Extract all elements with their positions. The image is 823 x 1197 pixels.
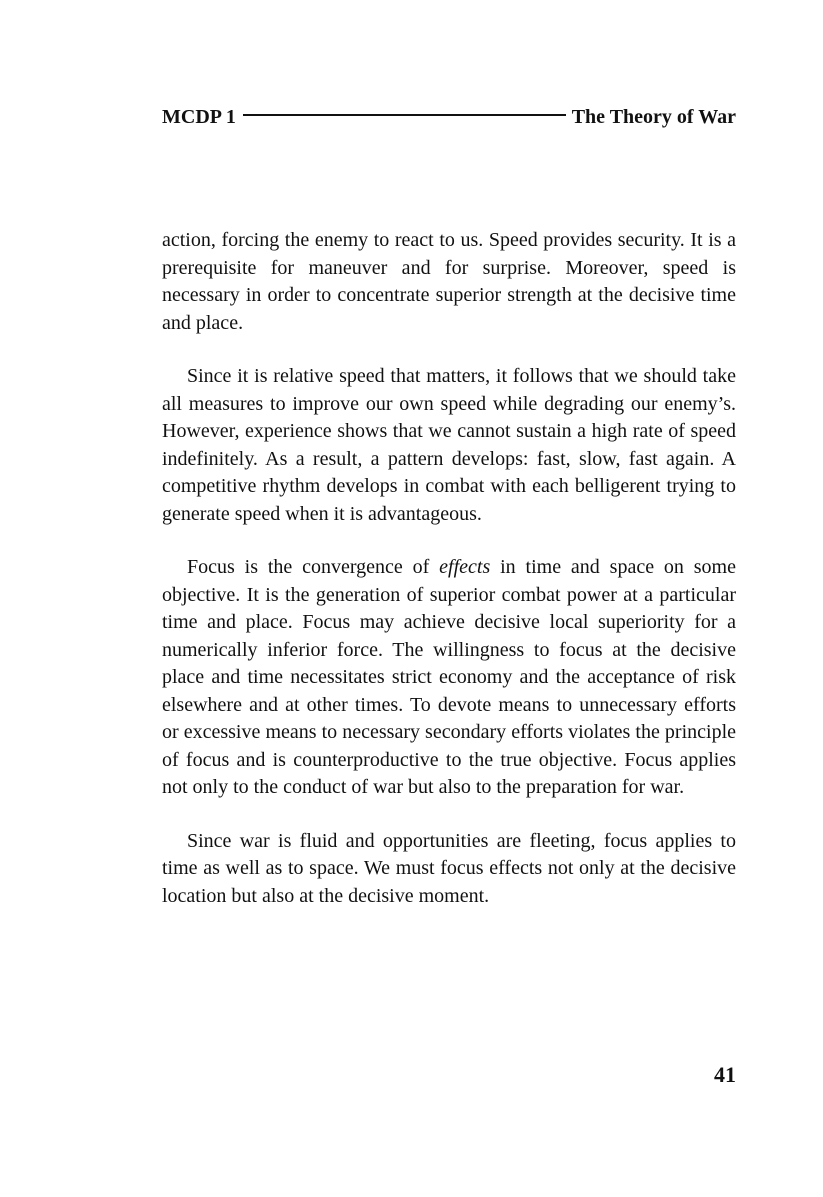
paragraph-focus-rest: in time and space on some objective. It is the generation of superior combat power at a particular time and place. Focus may achieve decisive local superiority for a numerically inferior force. The willingness to focus at the decisive place and time necessitates strict economy and the acceptance of risk elsewhere and at other times. To devote means to unnecessary efforts or excessive means to necessary secondary efforts violates the principle of focus and is counterproductive to the true objective. Focus applies not only to the conduct of war but also to the preparation for war. bbox=[162, 556, 736, 798]
paragraph-focus bbox=[162, 554, 736, 802]
header-document-id: MCDP 1 bbox=[162, 105, 236, 128]
paragraph-speed-continued: action, forcing the enemy to react to us. Speed provides security. It is a prerequisite for maneuver and for surprise. Moreover, speed is necessary in order to concentrate superior strength at the decisive time and place. bbox=[162, 229, 736, 334]
page-number: 41 bbox=[714, 1062, 736, 1087]
header-chapter-title: The Theory of War bbox=[571, 105, 736, 128]
running-header bbox=[162, 103, 736, 131]
paragraph-focus-time: Since war is fluid and opportunities are fleeting, focus applies to time as well as to space. We must focus effects not only at the decisive location but also at the decisive moment. bbox=[162, 829, 736, 907]
paragraph-focus-start: Focus is the convergence of bbox=[187, 556, 440, 578]
body-text bbox=[162, 227, 736, 936]
paragraph-focus-emphasis: effects bbox=[439, 556, 491, 578]
paragraph-relative-speed: Since it is relative speed that matters, it follows that we should take all measures to improve our own speed while degrading our enemy’s. However, experience shows that we cannot sustain a high rate of speed indefinitely. As a result, a pattern develops: fast, slow, fast again. A competitive rhythm develops in combat with each belligerent trying to generate speed when it is advantageous. bbox=[162, 365, 736, 525]
header-rule bbox=[243, 114, 566, 116]
